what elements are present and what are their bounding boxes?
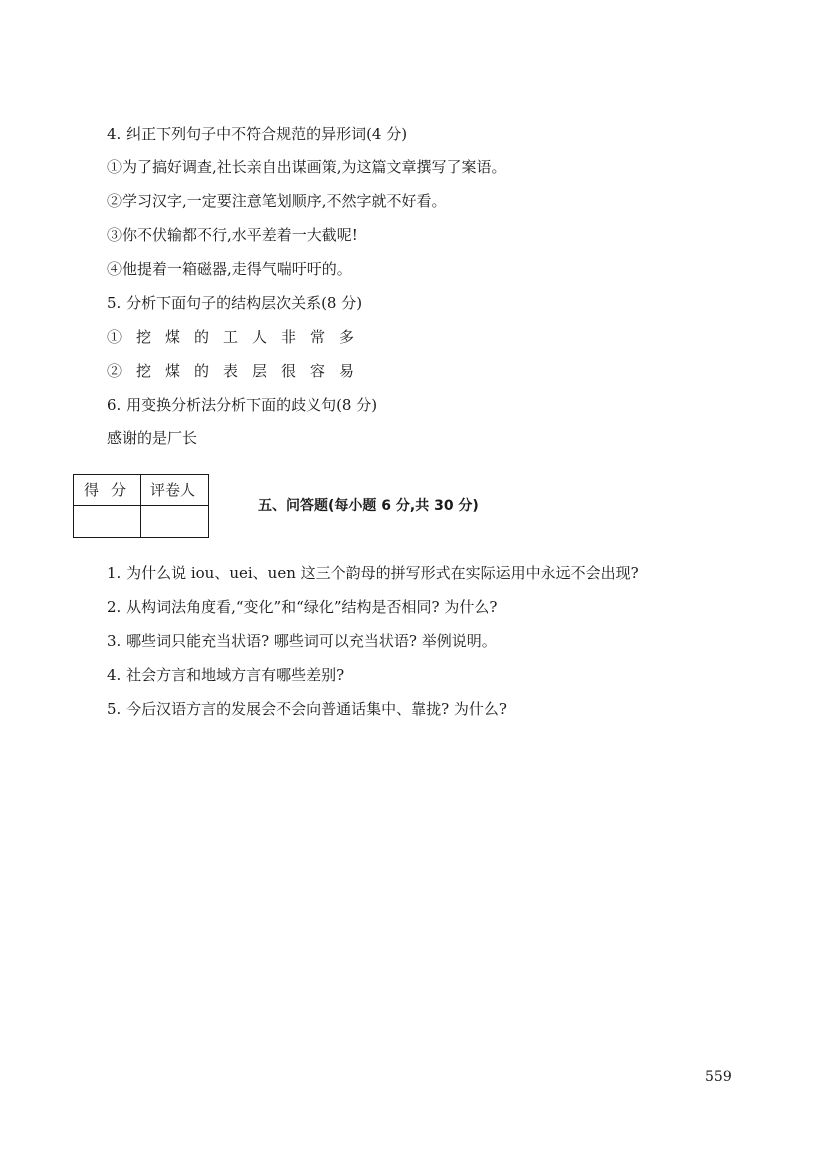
part-five-question-3: 3. 哪些词只能充当状语? 哪些词可以充当状语? 举例说明。 — [107, 632, 497, 650]
section-five-title: 五、问答题(每小题 6 分,共 30 分) — [258, 498, 479, 514]
q4-item-2: ②学习汉字,一定要注意笔划顺序,不然字就不好看。 — [107, 192, 447, 210]
q5-item-2: ②挖煤的表层很容易 — [107, 362, 369, 380]
grader-label: 评卷人 — [150, 481, 196, 499]
q4-title: 4. 纠正下列句子中不符合规范的异形词(4 分) — [107, 125, 408, 143]
q6-sentence: 感谢的是厂长 — [107, 429, 198, 447]
score-box — [73, 474, 209, 538]
q5-title: 5. 分析下面句子的结构层次关系(8 分) — [107, 294, 363, 312]
part-five-question-5: 5. 今后汉语方言的发展会不会向普通话集中、靠拢? 为什么? — [107, 700, 507, 718]
q6-title: 6. 用变换分析法分析下面的歧义句(8 分) — [107, 396, 378, 414]
part-five-question-4: 4. 社会方言和地域方言有哪些差别? — [107, 666, 345, 684]
score-label: 得分 — [84, 481, 139, 499]
q5-item-1: ①挖煤的工人非常多 — [107, 328, 369, 346]
part-five-question-2: 2. 从构词法角度看,“变化”和“绿化”结构是否相同? 为什么? — [107, 598, 498, 616]
q4-item-4: ④他提着一箱磁器,走得气喘吁吁的。 — [107, 260, 352, 278]
score-box-divider-vertical — [140, 475, 141, 537]
part-five-question-1: 1. 为什么说 iou、uei、uen 这三个韵母的拼写形式在实际运用中永远不会出现? — [107, 564, 639, 582]
score-box-divider-horizontal — [74, 505, 208, 506]
q4-item-1: ①为了搞好调查,社长亲自出谋画策,为这篇文章撰写了案语。 — [107, 158, 507, 176]
page-number: 559 — [705, 1069, 732, 1085]
q4-item-3: ③你不伏输都不行,水平差着一大截呢! — [107, 226, 358, 244]
